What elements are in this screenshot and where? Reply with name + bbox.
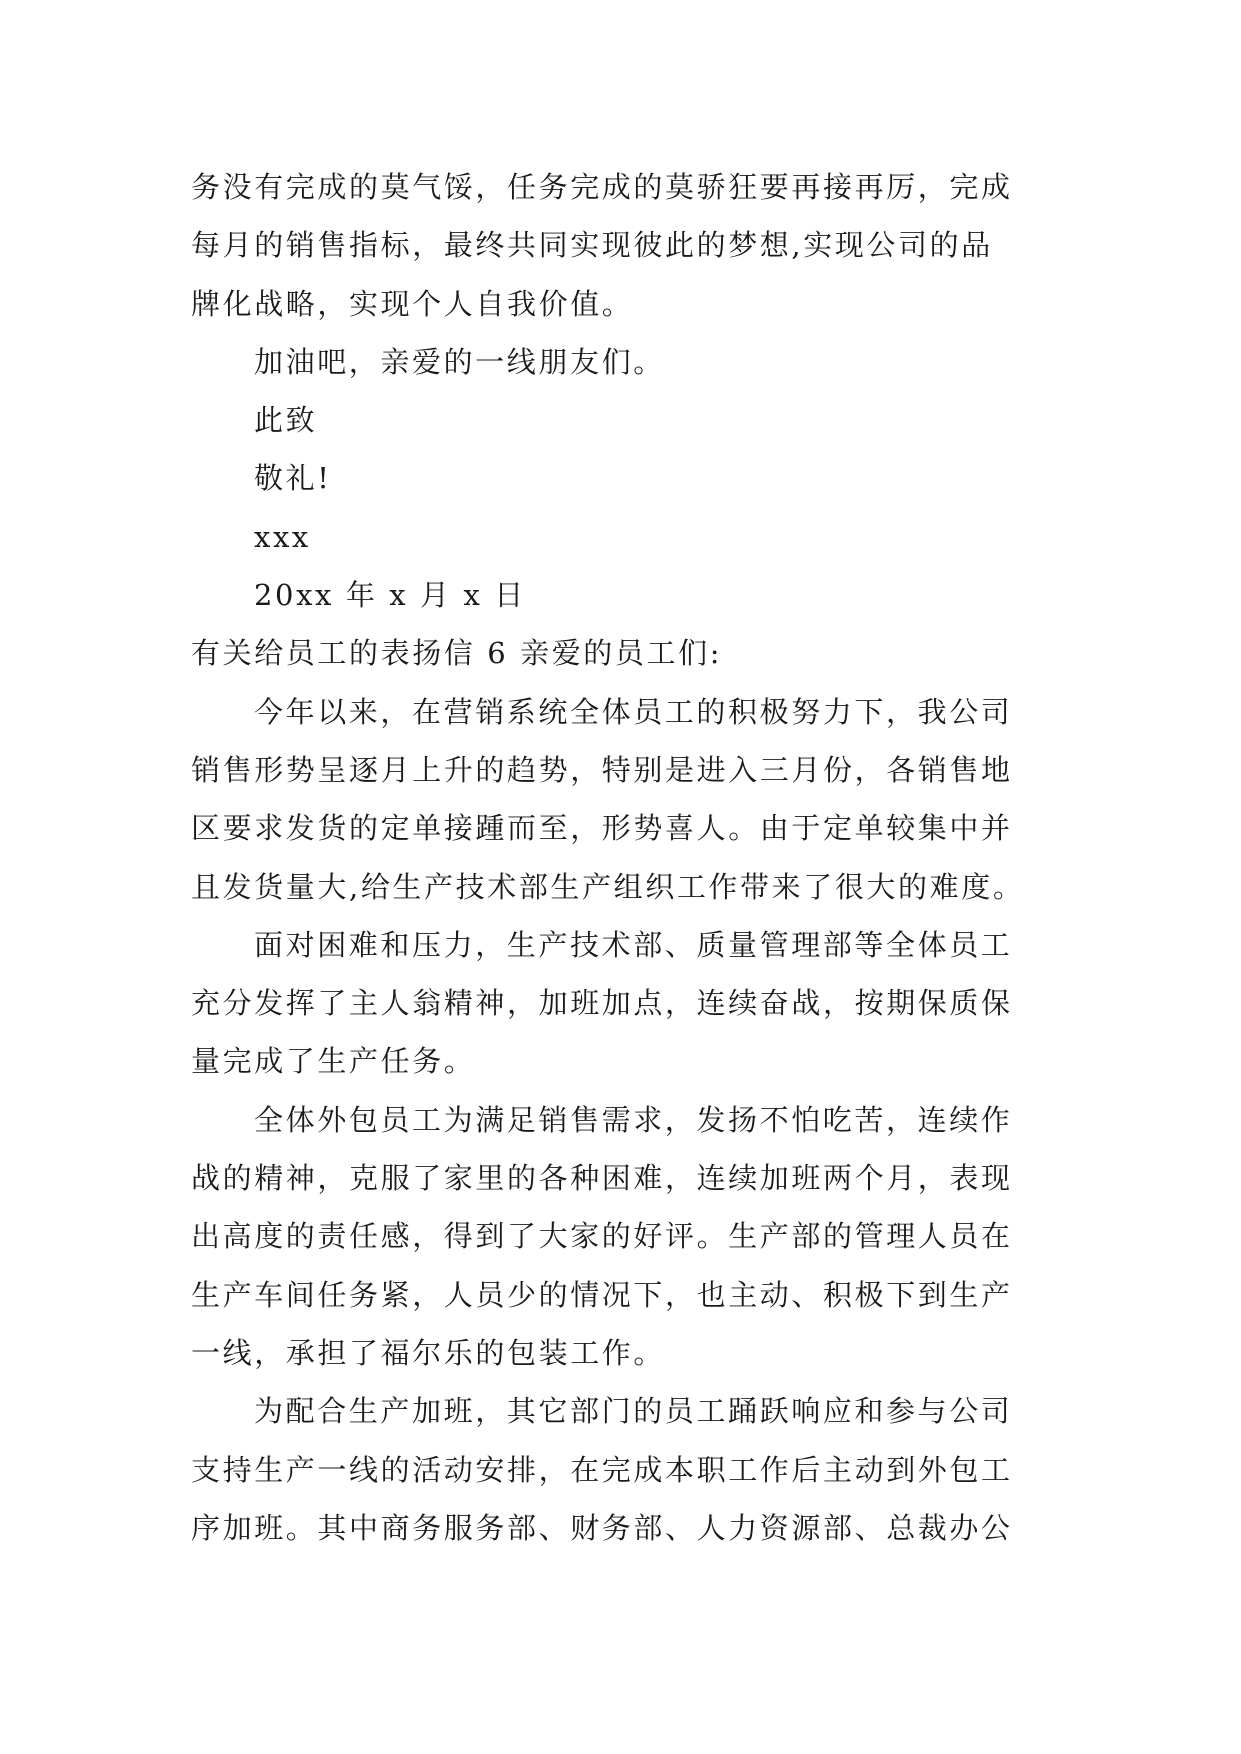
letter-heading: 有关给员工的表扬信 6 亲爱的员工们: — [191, 636, 723, 671]
text-line: 销售形势呈逐月上升的趋势，特别是进入三月份，各销售地 — [191, 752, 1013, 787]
closing-salutation: 此致 — [254, 403, 318, 438]
signature-date: 20xx 年 x 月 x 日 — [254, 578, 526, 613]
text-line: 全体外包员工为满足销售需求，发扬不怕吃苦，连续作 — [254, 1102, 1013, 1137]
signature-name: xxx — [254, 519, 311, 554]
text-line: 每月的销售指标，最终共同实现彼此的梦想,实现公司的品 — [191, 228, 993, 263]
text-line: 面对困难和压力，生产技术部、质量管理部等全体员工 — [254, 927, 1013, 962]
text-line: 战的精神，克服了家里的各种困难，连续加班两个月，表现 — [191, 1161, 1013, 1196]
text-line: 序加班。其中商务服务部、财务部、人力资源部、总裁办公 — [191, 1510, 1013, 1545]
text-line: 为配合生产加班，其它部门的员工踊跃响应和参与公司 — [254, 1394, 1013, 1429]
text-line: 区要求发货的定单接踵而至，形势喜人。由于定单较集中并 — [191, 811, 1013, 846]
text-line: 务没有完成的莫气馁，任务完成的莫骄狂要再接再厉，完成 — [191, 170, 1013, 204]
text-line: 且发货量大,给生产技术部生产组织工作带来了很大的难度。 — [191, 869, 1025, 904]
text-line: 加油吧，亲爱的一线朋友们。 — [254, 344, 665, 379]
text-line: 一线，承担了福尔乐的包装工作。 — [191, 1335, 666, 1370]
text-line: 充分发挥了主人翁精神，加班加点，连续奋战，按期保质保 — [191, 986, 1013, 1021]
text-line: 支持生产一线的活动安排，在完成本职工作后主动到外包工 — [191, 1452, 1013, 1487]
text-line: 生产车间任务紧，人员少的情况下，也主动、积极下到生产 — [191, 1277, 1013, 1312]
text-line: 今年以来，在营销系统全体员工的积极努力下，我公司 — [254, 694, 1013, 729]
text-line: 量完成了生产任务。 — [191, 1044, 476, 1079]
text-line: 牌化战略，实现个人自我价值。 — [191, 286, 634, 321]
closing-regards: 敬礼! — [254, 461, 332, 496]
document-body — [191, 158, 1051, 1557]
text-line: 出高度的责任感，得到了大家的好评。生产部的管理人员在 — [191, 1219, 1013, 1254]
